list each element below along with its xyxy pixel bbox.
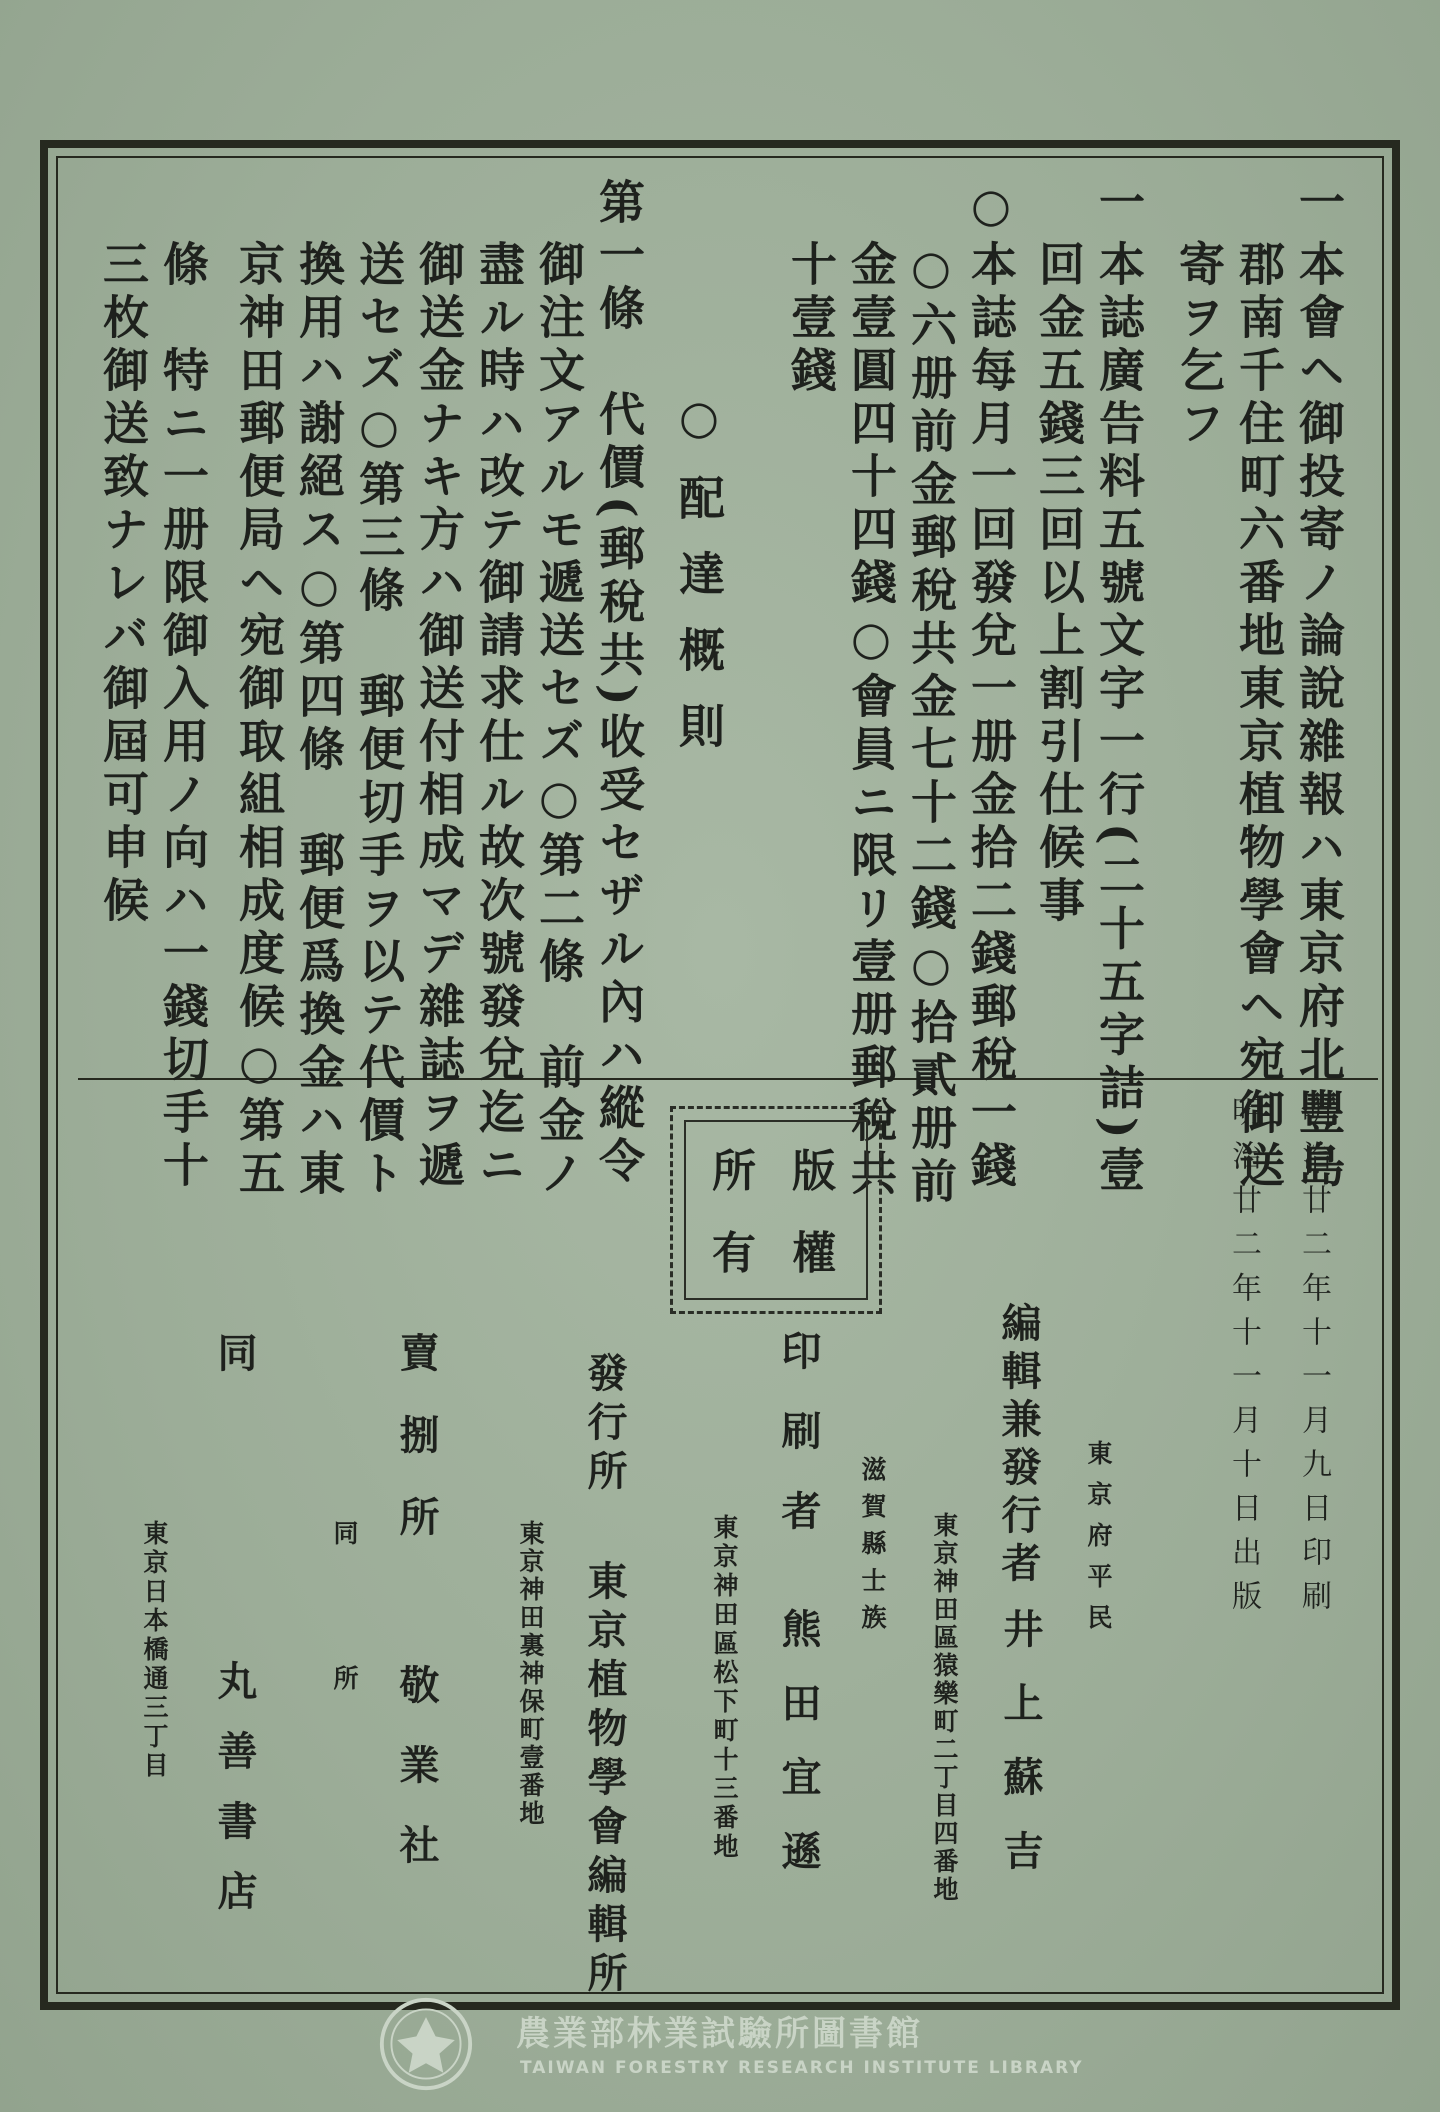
notice1-line3: 寄ヲ乞フ [1172, 240, 1226, 452]
notice3-line4: 十壹錢 [784, 240, 838, 399]
rule-line-2: 御注文アルモ遞送セズ○第二條 前金ノ [532, 240, 586, 1202]
rule-line-3: 盡ル時ハ改テ御請求仕ル故次號發兌迄ニ [472, 240, 526, 1194]
editor-origin: 東京府平民 [1084, 1440, 1113, 1645]
sales1-address: 同所 [330, 1520, 359, 1810]
notice3-bullet: ○ [964, 178, 1018, 239]
notice1-line1: 本會ヘ御投寄ノ論說雜報ハ東京府北豐島 [1292, 240, 1346, 1194]
notice3-line2: ○六册前金郵稅共金七十二錢○拾貳册前 [904, 240, 958, 1210]
sales2-name: 丸善書店 [211, 1660, 258, 1940]
printer-name: 熊田宜遜 [775, 1608, 822, 1904]
notice1-bullet: 一 [1292, 178, 1346, 231]
rule-line-6: 換用ハ謝絕ス○第四條 郵便爲換金ハ東 [292, 240, 346, 1202]
watermark-zh: 農業部林業試驗所圖書館 [516, 2014, 923, 2054]
delivery-heading: ○配達概則 [672, 390, 726, 778]
notice1-line2: 郡南千住町六番地東京植物學會ヘ宛御送 [1232, 240, 1286, 1194]
editor-role: 編輯兼發行者 [995, 1302, 1042, 1590]
printer-address: 東京神田區松下町十三番地 [710, 1514, 739, 1862]
notice2-line2: 回金五錢三回以上割引仕候事 [1032, 240, 1086, 929]
publisher-address: 東京神田裏神保町壹番地 [516, 1520, 545, 1828]
watermark-en: TAIWAN FORESTRY RESEARCH INSTITUTE LIBRARY [520, 2058, 1084, 2078]
printer-origin: 滋賀縣士族 [858, 1456, 887, 1641]
rule-line-5: 送セズ○第三條 郵便切手ヲ以テ代價ト [352, 240, 406, 1202]
rule-line-4: 御送金ナキ方ハ御送付相成マデ雜誌ヲ遞 [412, 240, 466, 1194]
printer-role: 印刷者 [775, 1330, 822, 1570]
sales1-role: 賣捌所 [393, 1332, 440, 1578]
publisher-role: 發行所 [581, 1352, 628, 1499]
rule-line-9: 三枚御送致ナレバ御屆可申候 [96, 240, 150, 929]
notice2-line1: 本誌廣告料五號文字一行(二十五字詰)壹 [1092, 240, 1146, 1199]
notice3-line3: 金壹圓四十四錢○會員ニ限リ壹册郵稅共 [844, 240, 898, 1202]
sales2-address: 東京日本橋通三丁目 [140, 1520, 169, 1781]
sales1-name: 敬業社 [393, 1664, 440, 1904]
stamp-char-4: 有 [712, 1228, 756, 1279]
rule-line-7: 京神田郵便局ヘ宛御取組相成度候○第五 [232, 240, 286, 1202]
publish-date: 明治廿二年十一月十日出版 [1226, 1096, 1261, 1624]
print-date: 明治廿二年十一月九日印刷 [1296, 1096, 1331, 1624]
publisher-name: 東京植物學會編輯所 [581, 1560, 628, 2001]
library-seal-icon [378, 1996, 474, 2092]
editor-address: 東京神田區猿樂町二丁目四番地 [930, 1512, 959, 1904]
rule-line-8: 條 特ニ一册限御入用ノ向ハ一錢切手十 [156, 240, 210, 1194]
rule-line-1: 第一條 代價(郵稅共)收受セザル內ハ縱令 [592, 178, 646, 1190]
stamp-char-1: 版 [792, 1146, 836, 1197]
notice2-bullet: 一 [1092, 178, 1146, 231]
stamp-char-2: 權 [792, 1228, 836, 1279]
editor-name: 井上蘇吉 [997, 1608, 1044, 1904]
stamp-char-3: 所 [712, 1146, 756, 1197]
sales2-role: 同 [211, 1332, 258, 1380]
notice3-line1: 本誌每月一回發兌一册金拾二錢郵稅一錢 [964, 240, 1018, 1194]
